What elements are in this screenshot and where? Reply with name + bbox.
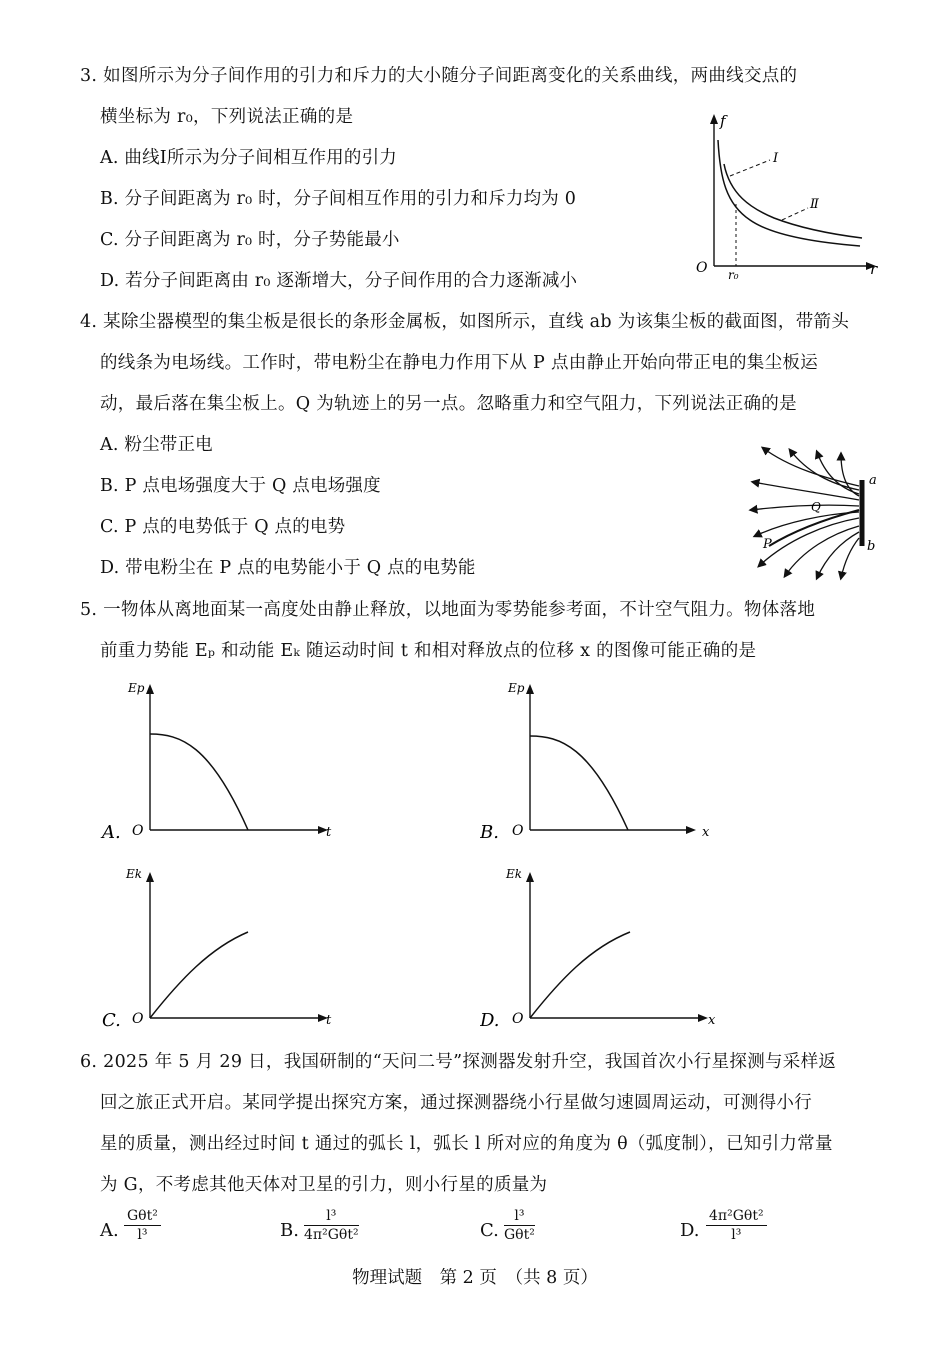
q4-stem-line3: 动，最后落在集尘板上。Q 为轨迹上的另一点。忽略重力和空气阻力，下列说法正确的是 bbox=[100, 394, 797, 414]
q6-option-b-denominator: 4π²Gθt² bbox=[304, 1227, 359, 1243]
q3-origin-label: O bbox=[696, 260, 708, 276]
q4-label-p: P bbox=[763, 537, 772, 552]
q3-curve1-label: Ⅰ bbox=[773, 151, 779, 166]
q4-electric-field-figure bbox=[745, 438, 885, 583]
q5-graph-d bbox=[480, 860, 730, 1035]
q6-option-c-fraction bbox=[504, 1208, 535, 1243]
q6-option-d-label: D. bbox=[680, 1220, 700, 1241]
q6-option-b-fraction bbox=[304, 1208, 359, 1243]
q5-graph-b-label: B. bbox=[480, 822, 499, 843]
q5-graph-d-label: D. bbox=[480, 1010, 500, 1031]
q6-option-b-numerator: l³ bbox=[304, 1208, 359, 1226]
q5-graph-c-x-label: t bbox=[326, 1013, 332, 1028]
q5-graph-b-y-label: Ep bbox=[508, 681, 525, 695]
q4-label-b: b bbox=[867, 539, 876, 554]
page-footer: 物理试题 第 2 页 （共 8 页） bbox=[352, 1268, 598, 1288]
q3-option-c: C. 分子间距离为 r₀ 时，分子势能最小 bbox=[100, 230, 400, 250]
q6-stem-line1: 6. 2025 年 5 月 29 日，我国研制的“天问二号”探测器发射升空，我国首次小行星探测与采样返 bbox=[80, 1052, 837, 1072]
q6-stem-line3: 星的质量，测出经过时间 t 通过的弧长 l，弧长 l 所对应的角度为 θ（弧度制），已知引力常量 bbox=[100, 1134, 833, 1154]
q5-graph-b-origin: O bbox=[512, 823, 524, 839]
q3-r0-label: r₀ bbox=[728, 268, 739, 282]
q6-option-d-denominator: l³ bbox=[731, 1227, 742, 1243]
q6-option-d-numerator: 4π²Gθt² bbox=[706, 1208, 767, 1226]
q3-option-b: B. 分子间距离为 r₀ 时，分子间相互作用的引力和斥力均为 0 bbox=[100, 189, 577, 209]
q4-option-d: D. 带电粉尘在 P 点的电势能小于 Q 点的电势能 bbox=[100, 558, 476, 578]
q4-stem-line2: 的线条为电场线。工作时，带电粉尘在静电力作用下从 P 点由静止开始向带正电的集尘板运 bbox=[100, 353, 818, 373]
q4-option-c: C. P 点的电势低于 Q 点的电势 bbox=[100, 517, 346, 537]
q3-force-curve-figure bbox=[690, 108, 890, 283]
q3-stem-line1: 3. 如图所示为分子间作用的引力和斥力的大小随分子间距离变化的关系曲线，两曲线交点的 bbox=[80, 66, 798, 86]
q6-option-c-label: C. bbox=[480, 1220, 499, 1241]
q5-graph-c-label: C. bbox=[102, 1010, 121, 1031]
q5-graph-c-origin: O bbox=[132, 1011, 144, 1027]
q5-graph-c-y-label: Ek bbox=[126, 867, 143, 881]
q5-graph-d-origin: O bbox=[512, 1011, 524, 1027]
q4-label-a: a bbox=[869, 473, 877, 488]
q6-option-b-label: B. bbox=[280, 1220, 299, 1241]
q5-graph-c bbox=[100, 860, 350, 1035]
q5-graph-b-x-label: x bbox=[702, 825, 710, 840]
q6-stem-line4: 为 G，不考虑其他天体对卫星的引力，则小行星的质量为 bbox=[100, 1175, 548, 1195]
q6-option-a-label: A. bbox=[100, 1220, 119, 1241]
q6-option-d-fraction bbox=[706, 1208, 767, 1243]
q5-graph-d-y-label: Ek bbox=[506, 867, 523, 881]
q5-graph-a-x-label: t bbox=[326, 825, 332, 840]
q5-stem-line1: 5. 一物体从离地面某一高度处由静止释放，以地面为零势能参考面，不计空气阻力。物体落地 bbox=[80, 600, 816, 620]
q4-option-b: B. P 点电场强度大于 Q 点电场强度 bbox=[100, 476, 381, 496]
q3-option-a: A. 曲线Ⅰ所示为分子间相互作用的引力 bbox=[100, 148, 397, 168]
q3-stem-line2: 横坐标为 r₀，下列说法正确的是 bbox=[100, 107, 354, 127]
q4-option-a: A. 粉尘带正电 bbox=[100, 435, 213, 455]
q6-option-a-fraction bbox=[124, 1208, 161, 1243]
q5-graph-a-origin: O bbox=[132, 823, 144, 839]
q6-stem-line2: 回之旅正式开启。某同学提出探究方案，通过探测器绕小行星做匀速圆周运动，可测得小行 bbox=[100, 1093, 812, 1113]
q6-option-c-numerator: l³ bbox=[504, 1208, 535, 1226]
q3-x-axis-label: r bbox=[870, 260, 878, 278]
q3-option-d: D. 若分子间距离由 r₀ 逐渐增大，分子间作用的合力逐渐减小 bbox=[100, 271, 578, 291]
q5-graph-a bbox=[100, 672, 350, 847]
q3-y-axis-label: f bbox=[720, 112, 726, 130]
q5-graph-a-label: A. bbox=[102, 822, 121, 843]
q4-label-q: Q bbox=[811, 500, 821, 514]
q5-graph-a-y-label: Ep bbox=[128, 681, 145, 695]
q5-graph-b bbox=[480, 672, 730, 847]
q4-stem-line1: 4. 某除尘器模型的集尘板是很长的条形金属板，如图所示，直线 ab 为该集尘板的截面图，带箭头 bbox=[80, 312, 850, 332]
q6-option-a-denominator: l³ bbox=[137, 1227, 148, 1243]
q5-stem-line2: 前重力势能 Eₚ 和动能 Eₖ 随运动时间 t 和相对释放点的位移 x 的图像可能正确的是 bbox=[100, 641, 757, 661]
q6-option-a-numerator: Gθt² bbox=[124, 1208, 161, 1226]
q5-graph-d-x-label: x bbox=[708, 1013, 716, 1028]
q6-option-c-denominator: Gθt² bbox=[504, 1227, 535, 1243]
q3-curve2-label: Ⅱ bbox=[810, 197, 819, 212]
